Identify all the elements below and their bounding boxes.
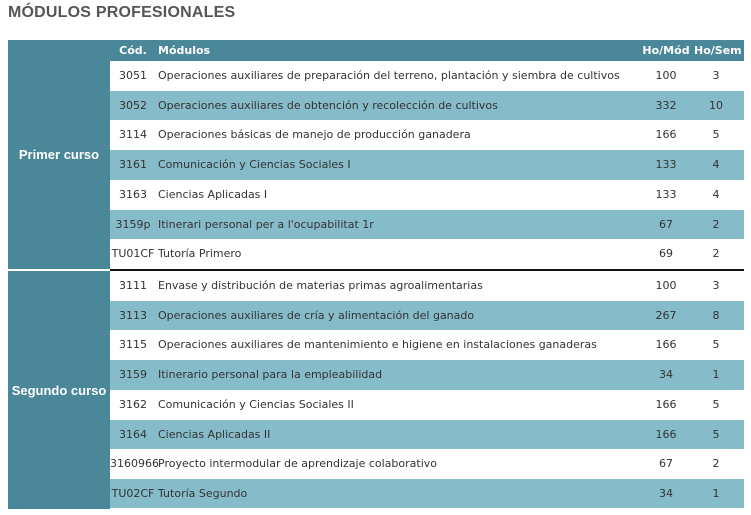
cell-hours-module: 133 — [655, 187, 677, 201]
cell-module: Tutoría Primero — [158, 247, 242, 261]
cell-code: 3161 — [119, 158, 147, 172]
group-divider — [8, 269, 744, 271]
table-row — [110, 479, 744, 509]
cell-hours-module: 100 — [655, 279, 677, 292]
cell-hours-week: 2 — [712, 217, 720, 231]
cell-code: 3162 — [119, 397, 147, 411]
table-row — [110, 239, 744, 269]
cell-module: Ciencias Aplicadas I — [158, 187, 268, 201]
cell-hours-week: 5 — [712, 427, 720, 441]
cell-module: Comunicación y Ciencias Sociales I — [158, 158, 351, 172]
table-row — [110, 150, 744, 180]
cell-module: Comunicación y Ciencias Sociales II — [158, 397, 354, 411]
cell-hours-module: 34 — [659, 368, 673, 382]
cell-hours-week: 10 — [709, 98, 723, 112]
cell-hours-week: 1 — [712, 486, 720, 500]
cell-code: TU02CF — [111, 486, 155, 500]
page-title: MÓDULOS PROFESIONALES — [8, 4, 236, 21]
cell-hours-week: 8 — [712, 308, 720, 322]
table-row — [110, 271, 744, 301]
cell-hours-module: 166 — [655, 397, 677, 411]
cell-code: 3052 — [119, 98, 147, 112]
cell-code: 3115 — [119, 338, 147, 352]
table-row — [110, 180, 744, 210]
cell-code: 3051 — [119, 69, 147, 82]
table-row — [110, 61, 744, 91]
cell-hours-module: 166 — [655, 338, 677, 352]
cell-module: Operaciones auxiliares de mantenimiento e higiene en instalaciones ganaderas — [158, 338, 597, 352]
cell-module: Operaciones básicas de manejo de producción ganadera — [158, 128, 471, 142]
cell-hours-week: 1 — [712, 368, 720, 382]
cell-hours-week: 5 — [712, 338, 720, 352]
table-row — [110, 390, 744, 420]
cell-module: Proyecto intermodular de aprendizaje colaborativo — [158, 457, 437, 471]
cell-hours-module: 67 — [659, 217, 673, 231]
cell-hours-module: 34 — [659, 486, 673, 500]
header-hours-module: Ho/Mód — [642, 44, 690, 57]
header-module: Módulos — [158, 44, 211, 57]
group-label-primer-curso: Primer curso — [8, 40, 110, 269]
header-hours-week: Ho/Sem — [694, 44, 742, 57]
table-row — [110, 449, 744, 479]
cell-hours-week: 5 — [712, 397, 720, 411]
cell-hours-week: 2 — [712, 457, 720, 471]
cell-module: Itinerario personal para la empleabilidad — [158, 368, 383, 382]
cell-hours-module: 100 — [655, 69, 677, 82]
group-label-segundo-curso: Segundo curso — [8, 271, 110, 509]
cell-code: 3164 — [119, 427, 147, 441]
cell-hours-module: 166 — [655, 128, 677, 142]
cell-code: 3163 — [119, 187, 147, 201]
cell-hours-module: 267 — [655, 308, 677, 322]
cell-hours-week: 3 — [712, 279, 720, 292]
table-row — [110, 360, 744, 390]
cell-module: Itinerari personal per a l'ocupabilitat 1r — [158, 217, 374, 231]
cell-code: 3159 — [119, 368, 147, 382]
cell-hours-week: 4 — [712, 187, 720, 201]
cell-module: Operaciones auxiliares de preparación del terreno, plantación y siembra de cultivos — [158, 69, 620, 82]
divider-gap — [8, 269, 110, 271]
cell-module: Operaciones auxiliares de cría y alimentación del ganado — [158, 308, 475, 322]
cell-code: 3159p — [115, 217, 151, 231]
cell-hours-week: 3 — [712, 69, 720, 82]
table-row — [110, 301, 744, 331]
cell-hours-module: 332 — [655, 98, 677, 112]
table-row — [110, 210, 744, 240]
cell-code: 3114 — [119, 128, 147, 142]
table-row — [110, 330, 744, 360]
cell-hours-module: 133 — [655, 158, 677, 172]
cell-hours-module: 67 — [659, 457, 673, 471]
cell-module: Operaciones auxiliares de obtención y recolección de cultivos — [158, 98, 498, 112]
cell-code: 3111 — [119, 279, 147, 292]
table-header — [110, 40, 744, 61]
cell-hours-week: 5 — [712, 128, 720, 142]
cell-hours-week: 2 — [712, 247, 720, 261]
cell-code: 3160966 — [110, 457, 159, 471]
cell-hours-module: 166 — [655, 427, 677, 441]
cell-code: TU01CF — [111, 247, 155, 261]
cell-module: Ciencias Aplicadas II — [158, 427, 271, 441]
cell-module: Tutoría Segundo — [158, 486, 248, 500]
table-row — [110, 120, 744, 150]
table-row — [110, 91, 744, 121]
cell-code: 3113 — [119, 308, 147, 322]
table-row — [110, 420, 744, 450]
cell-hours-module: 69 — [659, 247, 673, 261]
cell-module: Envase y distribución de materias primas agroalimentarias — [158, 279, 483, 292]
cell-hours-week: 4 — [712, 158, 720, 172]
header-code: Cód. — [119, 44, 147, 57]
